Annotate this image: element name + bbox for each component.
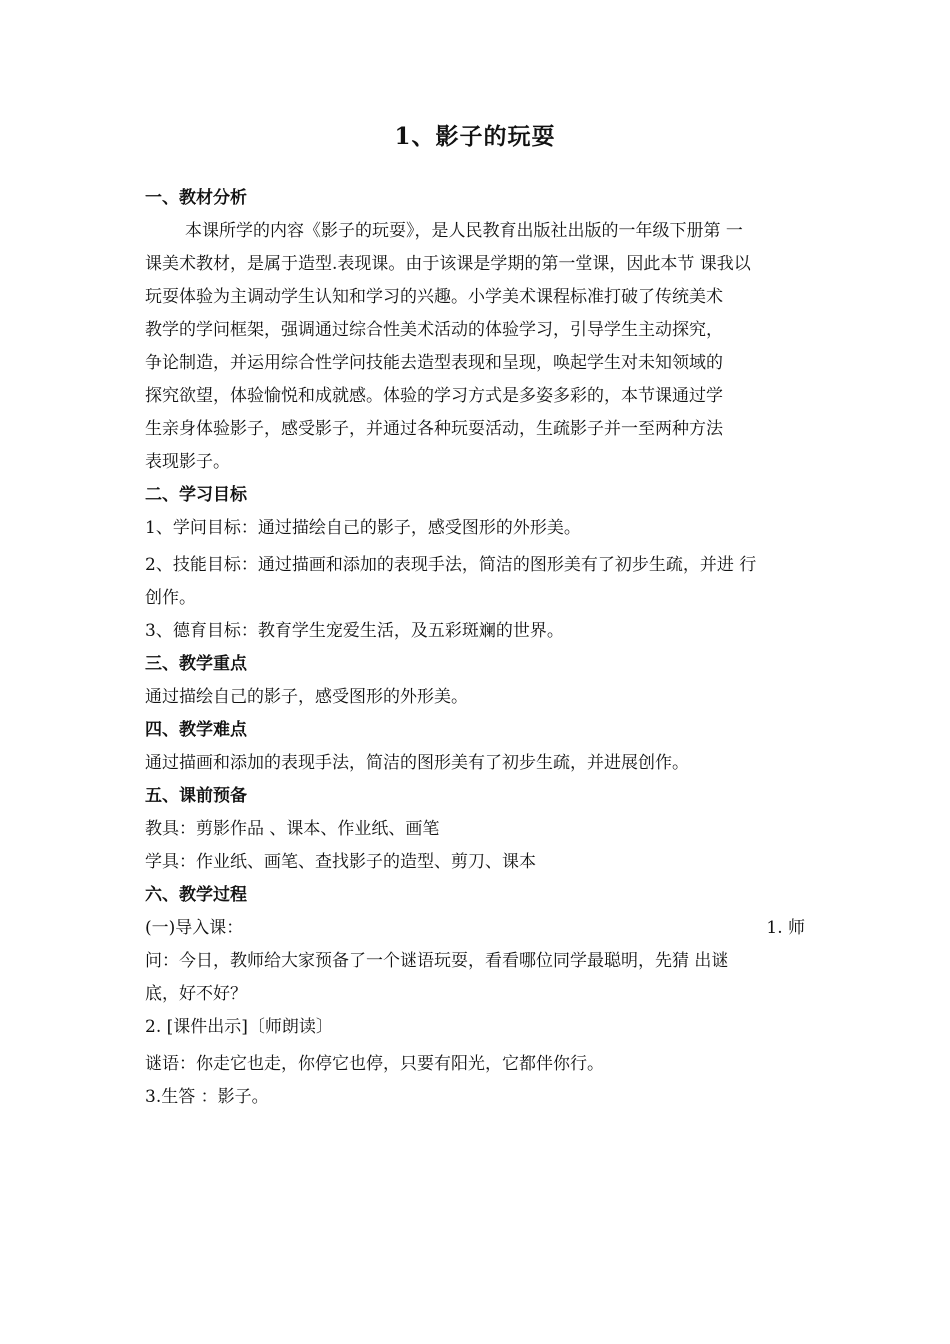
section-heading-teaching-process: 六、教学过程 [145,885,247,905]
paragraph-line: 生亲身体验影子，感受影子，并通过各种玩耍活动，生疏影子并一至两种方法 [145,419,723,439]
process-line: 2. [课件出示]〔师朗读〕 [145,1017,333,1037]
student-tools: 学具：作业纸、画笔、查找影子的造型、剪刀、课本 [145,852,536,872]
section-heading-key-points: 三、教学重点 [145,654,247,674]
section-heading-difficulties: 四、教学难点 [145,720,247,740]
teacher-tools: 教具：剪影作品 、课本、作业纸、画笔 [145,819,440,839]
paragraph-line: 探究欲望，体验愉悦和成就感。体验的学习方式是多姿多彩的，本节课通过学 [145,386,723,406]
document-body [145,182,805,1114]
paragraph-line: 本课所学的内容《影子的玩耍》，是人民教育出版社出版的一年级下册第 一 [185,221,743,241]
document-title: 1、影子的玩耍 [394,123,556,150]
goal-skill-line-2: 创作。 [145,588,196,608]
paragraph-line: 表现影子。 [145,452,230,472]
paragraph-line: 争论制造，并运用综合性学问技能去造型表现和呈现，唤起学生对未知领域的 [145,353,723,373]
textbook-analysis-paragraph [145,215,805,479]
paragraph-line: 教学的学问框架，强调通过综合性美术活动的体验学习，引导学生主动探究， [145,320,723,340]
answer-line: 3.生答 ：影子。 [145,1087,269,1107]
goal-skill-line-1: 2、技能目标：通过描画和添加的表现手法，简洁的图形美有了初步生疏，并进 行 [145,555,757,575]
section-heading-preparation: 五、课前预备 [145,786,247,806]
intro-line [145,912,805,945]
section-heading-textbook-analysis: 一、教材分析 [145,188,247,208]
riddle-line: 谜语：你走它也走，你停它也停，只要有阳光，它都伴你行。 [145,1054,604,1074]
process-line: 底，好不好？ [145,984,247,1004]
intro-label: (一)导入课： [145,918,244,938]
section-heading-learning-goals: 二、学习目标 [145,485,247,505]
key-points-text: 通过描绘自己的影子，感受图形的外形美。 [145,687,468,707]
paragraph-line: 玩耍体验为主调动学生认知和学习的兴趣。小学美术课程标准打破了传统美术 [145,287,723,307]
goal-moral: 3、德育目标：教育学生宠爱生活，及五彩斑斓的世界。 [145,621,564,641]
intro-step-1: 1. 师 [766,918,805,938]
difficulties-text: 通过描画和添加的表现手法，简洁的图形美有了初步生疏，并进展创作。 [145,753,689,773]
process-line: 问：今日，教师给大家预备了一个谜语玩耍，看看哪位同学最聪明，先猜 出谜 [145,951,729,971]
paragraph-line: 课美术教材，是属于造型.表现课。由于该课是学期的第一堂课，因此本节 课我以 [145,254,751,274]
goal-knowledge: 1、学问目标：通过描绘自己的影子，感受图形的外形美。 [145,518,581,538]
